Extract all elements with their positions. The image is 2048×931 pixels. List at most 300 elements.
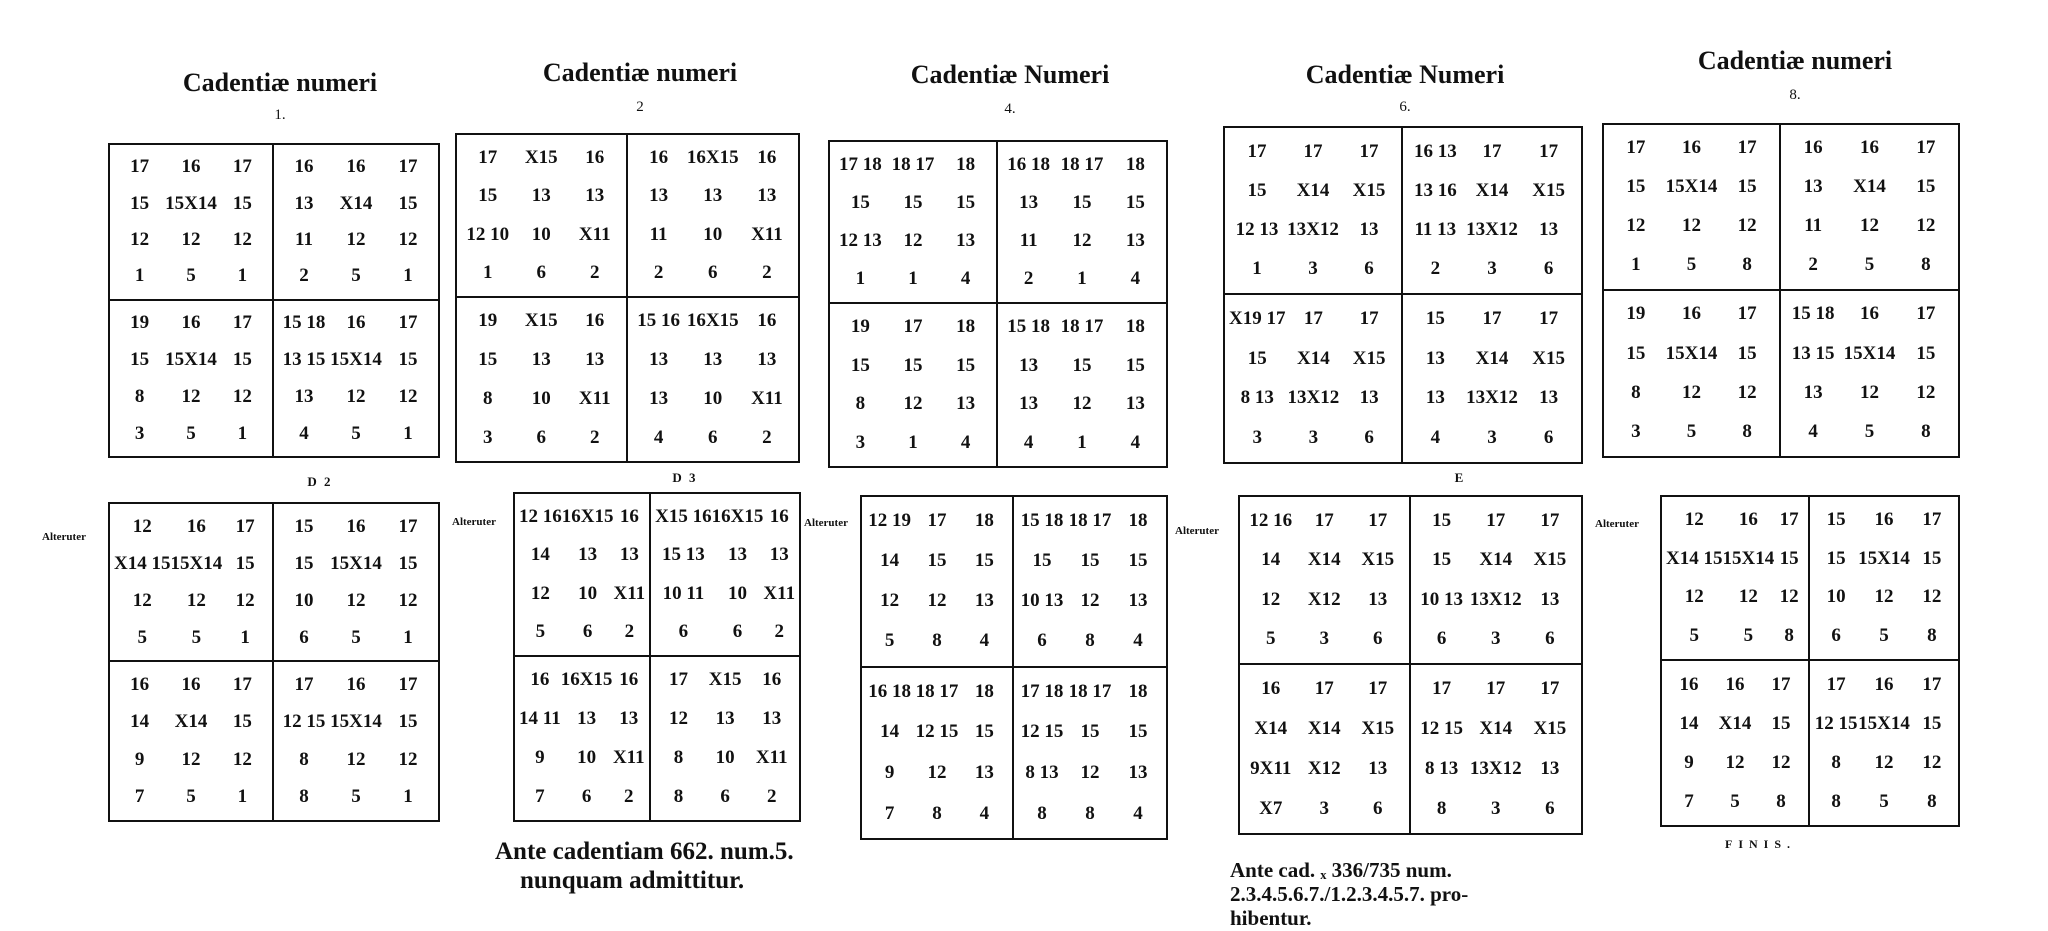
table-cell: 17 <box>1432 678 1452 699</box>
table-cell: 12 <box>398 385 418 407</box>
table-cell: 6 <box>1545 798 1555 819</box>
table-cell: 4 <box>1808 421 1818 443</box>
table-cell: 8 <box>1921 421 1931 443</box>
table-cell: 15X14 <box>330 348 382 370</box>
table-cell: 3 <box>1319 628 1329 650</box>
table-cell: 8 13 <box>1424 758 1459 779</box>
table-cell: 15X14 <box>165 348 217 370</box>
table-cell: 10 <box>578 582 598 604</box>
table-cell: 16 <box>346 311 366 333</box>
table-cell: 12 <box>398 589 418 611</box>
table-quadrant <box>1240 665 1411 833</box>
table-cell: 17 <box>1247 140 1267 162</box>
table-cell: 15X14 <box>1722 547 1775 569</box>
table-cell: 6 <box>1364 258 1374 280</box>
table-cell: X14 <box>1479 549 1513 571</box>
table-cell: 12 <box>1684 586 1704 608</box>
table-2-top <box>455 133 800 463</box>
table-cell: 11 <box>295 228 313 250</box>
table-cell: 8 13 <box>1025 762 1059 784</box>
table-cell: 4 <box>299 422 309 444</box>
table-cell: 16 <box>757 310 777 332</box>
table-cell: 15 18 <box>1791 303 1835 325</box>
table-cell: 16 <box>585 310 605 332</box>
column-1-title: Cadentiæ numeri <box>182 68 378 97</box>
table-cell: X15 <box>1361 718 1395 739</box>
table-cell: 12 <box>346 385 366 407</box>
table-cell: X11 <box>751 387 783 409</box>
table-cell: 15 <box>850 354 870 376</box>
table-quadrant <box>1604 125 1781 291</box>
table-cell: 5 <box>351 422 361 444</box>
table-cell: X11 <box>755 746 788 768</box>
table-cell: 15 <box>1247 347 1267 369</box>
table-cell: 15 <box>1032 550 1052 572</box>
table-cell: 13 <box>1125 230 1145 251</box>
table-cell: 3 <box>1631 421 1641 443</box>
column-5-number: 8. <box>1789 87 1801 103</box>
table-cell: 18 <box>1128 510 1148 532</box>
table-cell: 15 16 <box>637 310 680 332</box>
table-cell: 18 17 <box>1068 510 1112 532</box>
table-cell: 10 <box>1826 586 1846 608</box>
table-cell: 2 <box>1808 254 1818 276</box>
table-cell: 15X14 <box>1858 547 1910 569</box>
table-5-bottom <box>1660 495 1960 827</box>
table-cell: 6 <box>1373 798 1383 819</box>
table-cell: 16 18 <box>868 680 912 702</box>
note-left <box>495 838 855 896</box>
table-cell: X14 <box>1718 712 1752 734</box>
table-cell: 10 <box>294 589 314 611</box>
table-cell: 2 <box>1430 258 1441 280</box>
table-quadrant <box>1411 497 1582 665</box>
table-cell: 13 <box>649 387 669 409</box>
table-cell: X15 <box>524 310 558 332</box>
table-cell: 16 <box>1859 303 1879 325</box>
table-cell: 8 <box>1742 254 1752 276</box>
table-cell: 1 <box>134 265 145 287</box>
table-quadrant <box>274 662 438 820</box>
table-quadrant <box>110 504 274 662</box>
column-4-number: 6. <box>1399 99 1411 115</box>
table-cell: 16 13 <box>1413 140 1457 162</box>
table-cell: 12 <box>927 762 947 784</box>
table-cell: 16 <box>530 669 550 691</box>
table-cell: 15 <box>398 552 418 574</box>
table-cell: X14 <box>1853 176 1886 198</box>
table-cell: 17 <box>294 673 314 695</box>
table-cell: 15 <box>974 550 994 572</box>
table-cell: 15 13 <box>662 544 705 566</box>
table-cell: 18 17 <box>1060 316 1104 338</box>
table-cell: 13 <box>1368 588 1388 610</box>
table-cell: X15 <box>1532 179 1566 201</box>
table-cell: 6 <box>732 620 743 642</box>
table-cell: 1 <box>908 268 918 289</box>
table-cell: 16X15 <box>560 669 613 691</box>
table-cell: 12 <box>132 515 152 537</box>
table-cell: 3 <box>855 431 866 453</box>
table-cell: 19 <box>478 310 498 332</box>
table-cell: 12 <box>1684 509 1704 531</box>
table-cell: 6 <box>678 620 689 642</box>
table-cell: 15 <box>294 515 314 537</box>
table-cell: 12 <box>1916 381 1936 403</box>
table-cell: 10 11 <box>662 582 705 604</box>
table-cell: 8 <box>1631 381 1641 403</box>
table-cell: 15 <box>1080 550 1100 572</box>
table-cell: 13 <box>1359 387 1379 409</box>
table-cell: 6 <box>1831 624 1841 646</box>
table-cell: 17 <box>1826 673 1846 695</box>
table-cell: 13 <box>619 544 639 566</box>
table-cell: 15 <box>1432 509 1452 531</box>
table-cell: 5 <box>351 265 361 287</box>
table-cell: 13 <box>294 385 314 407</box>
table-cell: 19 <box>130 311 150 333</box>
table-cell: 16 <box>1681 303 1701 325</box>
table-cell: 6 <box>720 785 730 807</box>
table-cell: 14 <box>880 721 900 743</box>
table-cell: X11 <box>578 387 611 409</box>
table-quadrant <box>830 304 998 466</box>
table-cell: 12 <box>398 748 418 770</box>
table-cell: 13 <box>1425 387 1445 409</box>
table-cell: 3 <box>1487 427 1497 449</box>
table-cell: 17 <box>1314 678 1334 699</box>
table-quadrant <box>1403 128 1581 295</box>
table-cell: 17 <box>398 311 418 333</box>
table-cell: 16 <box>762 669 782 691</box>
table-quadrant <box>274 504 438 662</box>
table-cell: 17 <box>232 311 252 333</box>
table-cell: 8 <box>299 748 309 770</box>
table-cell: 5 <box>1730 790 1740 812</box>
table-cell: 12 <box>1771 751 1791 773</box>
table-cell: 17 <box>1539 140 1559 162</box>
table-cell: 16 <box>619 669 639 691</box>
table-cell: 13 <box>956 230 976 251</box>
table-quadrant <box>1225 128 1403 295</box>
table-cell: 17 <box>1368 678 1388 699</box>
table-cell: 6 <box>582 620 593 642</box>
table-cell: 6 <box>581 785 592 807</box>
table-quadrant <box>1604 291 1781 457</box>
table-quadrant <box>628 135 799 298</box>
table-cell: 15 18 <box>282 311 326 333</box>
table-cell: X12 <box>1307 758 1341 779</box>
table-cell: 5 <box>191 626 202 648</box>
table-cell: 8 <box>673 785 684 807</box>
table-cell: 1 <box>237 265 248 287</box>
table-cell: 1 <box>237 422 248 444</box>
table-cell: 13 15 <box>282 348 326 370</box>
table-cell: 13 <box>974 590 994 612</box>
table-cell: 8 <box>855 393 866 415</box>
alteruter-label-4: Alteruter <box>1175 525 1219 537</box>
table-cell: 7 <box>535 785 545 807</box>
table-cell: 6 <box>1545 628 1555 650</box>
table-cell: X14 <box>1254 718 1288 739</box>
table-cell: X15 16 <box>655 506 712 528</box>
table-cell: 4 <box>1133 802 1143 824</box>
table-cell: 8 <box>1784 624 1794 646</box>
table-quadrant <box>1014 497 1166 668</box>
table-quadrant <box>862 668 1014 839</box>
table-cell: 13 <box>585 185 605 207</box>
table-cell: 12 19 <box>868 510 912 532</box>
table-cell: 18 17 <box>1068 680 1112 702</box>
table-cell: 12 <box>130 228 150 250</box>
table-cell: 15 <box>1125 354 1145 376</box>
table-1-bottom-label: D 2 <box>307 474 333 489</box>
table-cell: 12 <box>1681 215 1701 237</box>
table-cell: 13 <box>1540 588 1560 610</box>
table-cell: 12 <box>186 589 206 611</box>
table-cell: 15 <box>1626 342 1646 364</box>
table-cell: 12 16 <box>519 506 562 528</box>
table-cell: 15 <box>1916 176 1936 198</box>
table-cell: 13 <box>769 544 789 566</box>
table-quadrant <box>998 142 1166 304</box>
table-cell: 4 <box>1130 268 1141 289</box>
table-cell: 5 <box>1743 624 1754 646</box>
table-cell: 1 <box>1631 254 1641 276</box>
table-cell: 16 <box>294 156 314 178</box>
table-cell: 4 <box>1023 431 1034 453</box>
table-quadrant <box>1781 291 1958 457</box>
table-cell: X14 <box>339 192 373 214</box>
table-cell: 4 <box>979 802 990 824</box>
table-4-top <box>1223 126 1583 464</box>
table-cell: 15 <box>1128 550 1148 572</box>
table-cell: 12 <box>1779 586 1799 608</box>
table-cell: 16 <box>1681 137 1701 159</box>
table-cell: X12 <box>1307 588 1341 610</box>
table-cell: 3 <box>1319 798 1329 819</box>
table-cell: 17 <box>1482 307 1502 329</box>
table-cell: 1 <box>908 431 918 453</box>
table-cell: 14 <box>1261 549 1281 571</box>
table-cell: 13 <box>531 349 551 371</box>
table-cell: 10 <box>728 582 748 604</box>
table-cell: 13X12 <box>1287 219 1339 241</box>
table-cell: 12 <box>181 385 201 407</box>
table-cell: 17 <box>1303 307 1323 329</box>
table-cell: 15 <box>850 192 870 213</box>
table-cell: 12 <box>668 708 688 730</box>
table-cell: 16 <box>181 673 201 695</box>
table-cell: 14 <box>880 550 900 572</box>
table-cell: 13 <box>649 349 669 371</box>
table-cell: 15X14 <box>170 552 223 574</box>
table-cell: 3 <box>1308 258 1318 280</box>
table-quadrant <box>457 135 628 298</box>
table-cell: 13 <box>1019 393 1039 415</box>
table-cell: 1 <box>1252 258 1262 280</box>
table-cell: 18 <box>956 316 976 338</box>
table-cell: 13 <box>757 349 777 371</box>
table-cell: 5 <box>1879 624 1889 646</box>
table-cell: X11 <box>578 223 611 245</box>
table-quadrant <box>628 298 799 461</box>
table-cell: X11 <box>612 746 645 768</box>
table-cell: X14 <box>1475 347 1509 369</box>
table-cell: 12 <box>1072 230 1092 251</box>
table-2-bottom-label: D 3 <box>672 470 698 485</box>
table-cell: 12 <box>181 748 201 770</box>
table-cell: 17 18 <box>1020 680 1064 702</box>
table-cell: 15X14 <box>330 711 382 733</box>
table-cell: 12 <box>235 589 255 611</box>
table-cell: 12 13 <box>838 230 882 251</box>
table-cell: X15 <box>1532 347 1566 369</box>
table-cell: 13 <box>1540 758 1560 779</box>
table-cell: 5 <box>186 786 196 808</box>
table-cell: 15X14 <box>165 192 217 214</box>
table-cell: 17 <box>1922 673 1942 695</box>
table-cell: 8 <box>1921 254 1931 276</box>
table-cell: 12 <box>1922 586 1942 608</box>
table-cell: 3 <box>1252 427 1262 449</box>
table-cell: 8 <box>1831 751 1841 773</box>
table-cell: 16 <box>619 506 639 528</box>
table-cell: 3 <box>1308 427 1319 449</box>
table-cell: 18 <box>1125 154 1145 175</box>
table-cell: 1 <box>403 626 413 648</box>
table-cell: 9 <box>134 748 145 770</box>
table-quadrant <box>1781 125 1958 291</box>
column-2-title: Cadentiæ numeri <box>542 58 738 87</box>
table-cell: 15 <box>232 192 252 214</box>
table-cell: 13 15 <box>1791 342 1835 364</box>
table-cell: 17 <box>398 515 418 537</box>
table-cell: 5 <box>137 626 147 648</box>
table-cell: 13X12 <box>1469 758 1522 779</box>
table-cell: 17 <box>130 156 150 178</box>
table-cell: 12 <box>1681 381 1701 403</box>
table-cell: 13 <box>703 349 723 371</box>
table-cell: 6 <box>1364 427 1374 449</box>
table-cell: 10 <box>531 387 551 409</box>
table-cell: 12 <box>1859 381 1879 403</box>
table-5-top <box>1602 123 1960 458</box>
table-cell: 13 <box>577 708 597 730</box>
note-right-line-2: hibentur. <box>1230 906 1312 931</box>
table-cell: 15 <box>1771 712 1791 734</box>
table-cell: 12 <box>181 228 201 250</box>
table-cell: 15 <box>1125 192 1145 213</box>
table-cell: 14 <box>530 544 550 566</box>
finis-label: FINIS. <box>1725 837 1797 851</box>
table-cell: 13 <box>1019 192 1039 213</box>
table-cell: 17 <box>1482 140 1502 162</box>
table-cell: 17 <box>232 156 252 178</box>
table-cell: X15 <box>708 669 742 691</box>
table-cell: 16 <box>757 147 777 169</box>
table-quadrant <box>651 494 799 657</box>
table-cell: 19 <box>1626 303 1646 325</box>
table-3-top <box>828 140 1168 468</box>
table-cell: X15 <box>1533 549 1567 571</box>
table-cell: 16 <box>1679 673 1699 695</box>
note-right-line-1: Ante cad. ₓ 336/735 num. 2.3.4.5.6.7./1.2.3.4.5.7. pro- <box>1230 858 1469 907</box>
table-cell: 13 <box>1128 590 1148 612</box>
table-cell: 16 <box>346 156 366 178</box>
table-cell: 2 <box>624 620 635 642</box>
table-cell: X15 <box>1533 718 1567 739</box>
table-quadrant <box>1810 497 1958 661</box>
table-cell: 17 18 <box>838 154 882 175</box>
table-quadrant <box>457 298 628 461</box>
table-cell: 8 <box>1831 790 1841 812</box>
column-2-number: 2 <box>636 99 644 115</box>
table-cell: 15 <box>903 192 923 213</box>
table-cell: 16 <box>181 311 201 333</box>
table-cell: 10 <box>531 223 551 245</box>
table-cell: 16 <box>186 515 206 537</box>
table-cell: 14 <box>1679 712 1699 734</box>
table-cell: 15 <box>294 552 314 574</box>
table-cell: 15 <box>398 348 418 370</box>
table-cell: 6 <box>536 426 546 448</box>
table-cell: 5 <box>1686 254 1697 276</box>
table-cell: 10 13 <box>1020 590 1064 612</box>
table-cell: 9 <box>1684 751 1694 773</box>
table-cell: X19 17 <box>1229 307 1286 329</box>
table-cell: 7 <box>134 786 145 808</box>
table-cell: 18 17 <box>915 680 959 702</box>
table-cell: 6 <box>707 426 718 448</box>
table-cell: 12 <box>232 385 252 407</box>
table-cell: 19 <box>850 316 870 338</box>
table-cell: 17 <box>1540 509 1560 531</box>
table-cell: 8 13 <box>1240 387 1274 409</box>
table-cell: 16 <box>769 506 789 528</box>
table-cell: 1 <box>483 261 493 283</box>
table-quadrant <box>110 301 274 457</box>
table-cell: 17 <box>927 510 947 532</box>
table-cell: 4 <box>1130 431 1141 453</box>
alteruter-label-5: Alteruter <box>1595 518 1639 530</box>
table-cell: 8 <box>1037 802 1047 824</box>
table-cell: 12 <box>1738 586 1758 608</box>
table-cell: 16 <box>1874 509 1894 531</box>
table-cell: 16 <box>1261 678 1281 699</box>
table-cell: 12 <box>346 748 366 770</box>
table-cell: 15 <box>478 349 498 371</box>
table-cell: 4 <box>960 268 971 289</box>
table-cell: 12 15 <box>282 711 326 733</box>
table-cell: 2 <box>767 785 777 807</box>
table-cell: 16 <box>181 156 201 178</box>
table-cell: 12 15 <box>1020 721 1064 743</box>
table-cell: 15 <box>1737 176 1757 198</box>
table-cell: X14 <box>1475 179 1509 201</box>
table-cell: 15 <box>1425 307 1445 329</box>
table-cell: 2 <box>299 265 309 287</box>
table-cell: 12 <box>132 589 152 611</box>
table-cell: 16X15 <box>561 506 614 528</box>
table-quadrant <box>1411 665 1582 833</box>
table-cell: 15 <box>1626 176 1646 198</box>
table-quadrant <box>274 301 438 457</box>
table-cell: 15 <box>232 348 252 370</box>
table-quadrant <box>830 142 998 304</box>
table-quadrant <box>274 145 438 301</box>
table-cell: 16 <box>1874 673 1894 695</box>
